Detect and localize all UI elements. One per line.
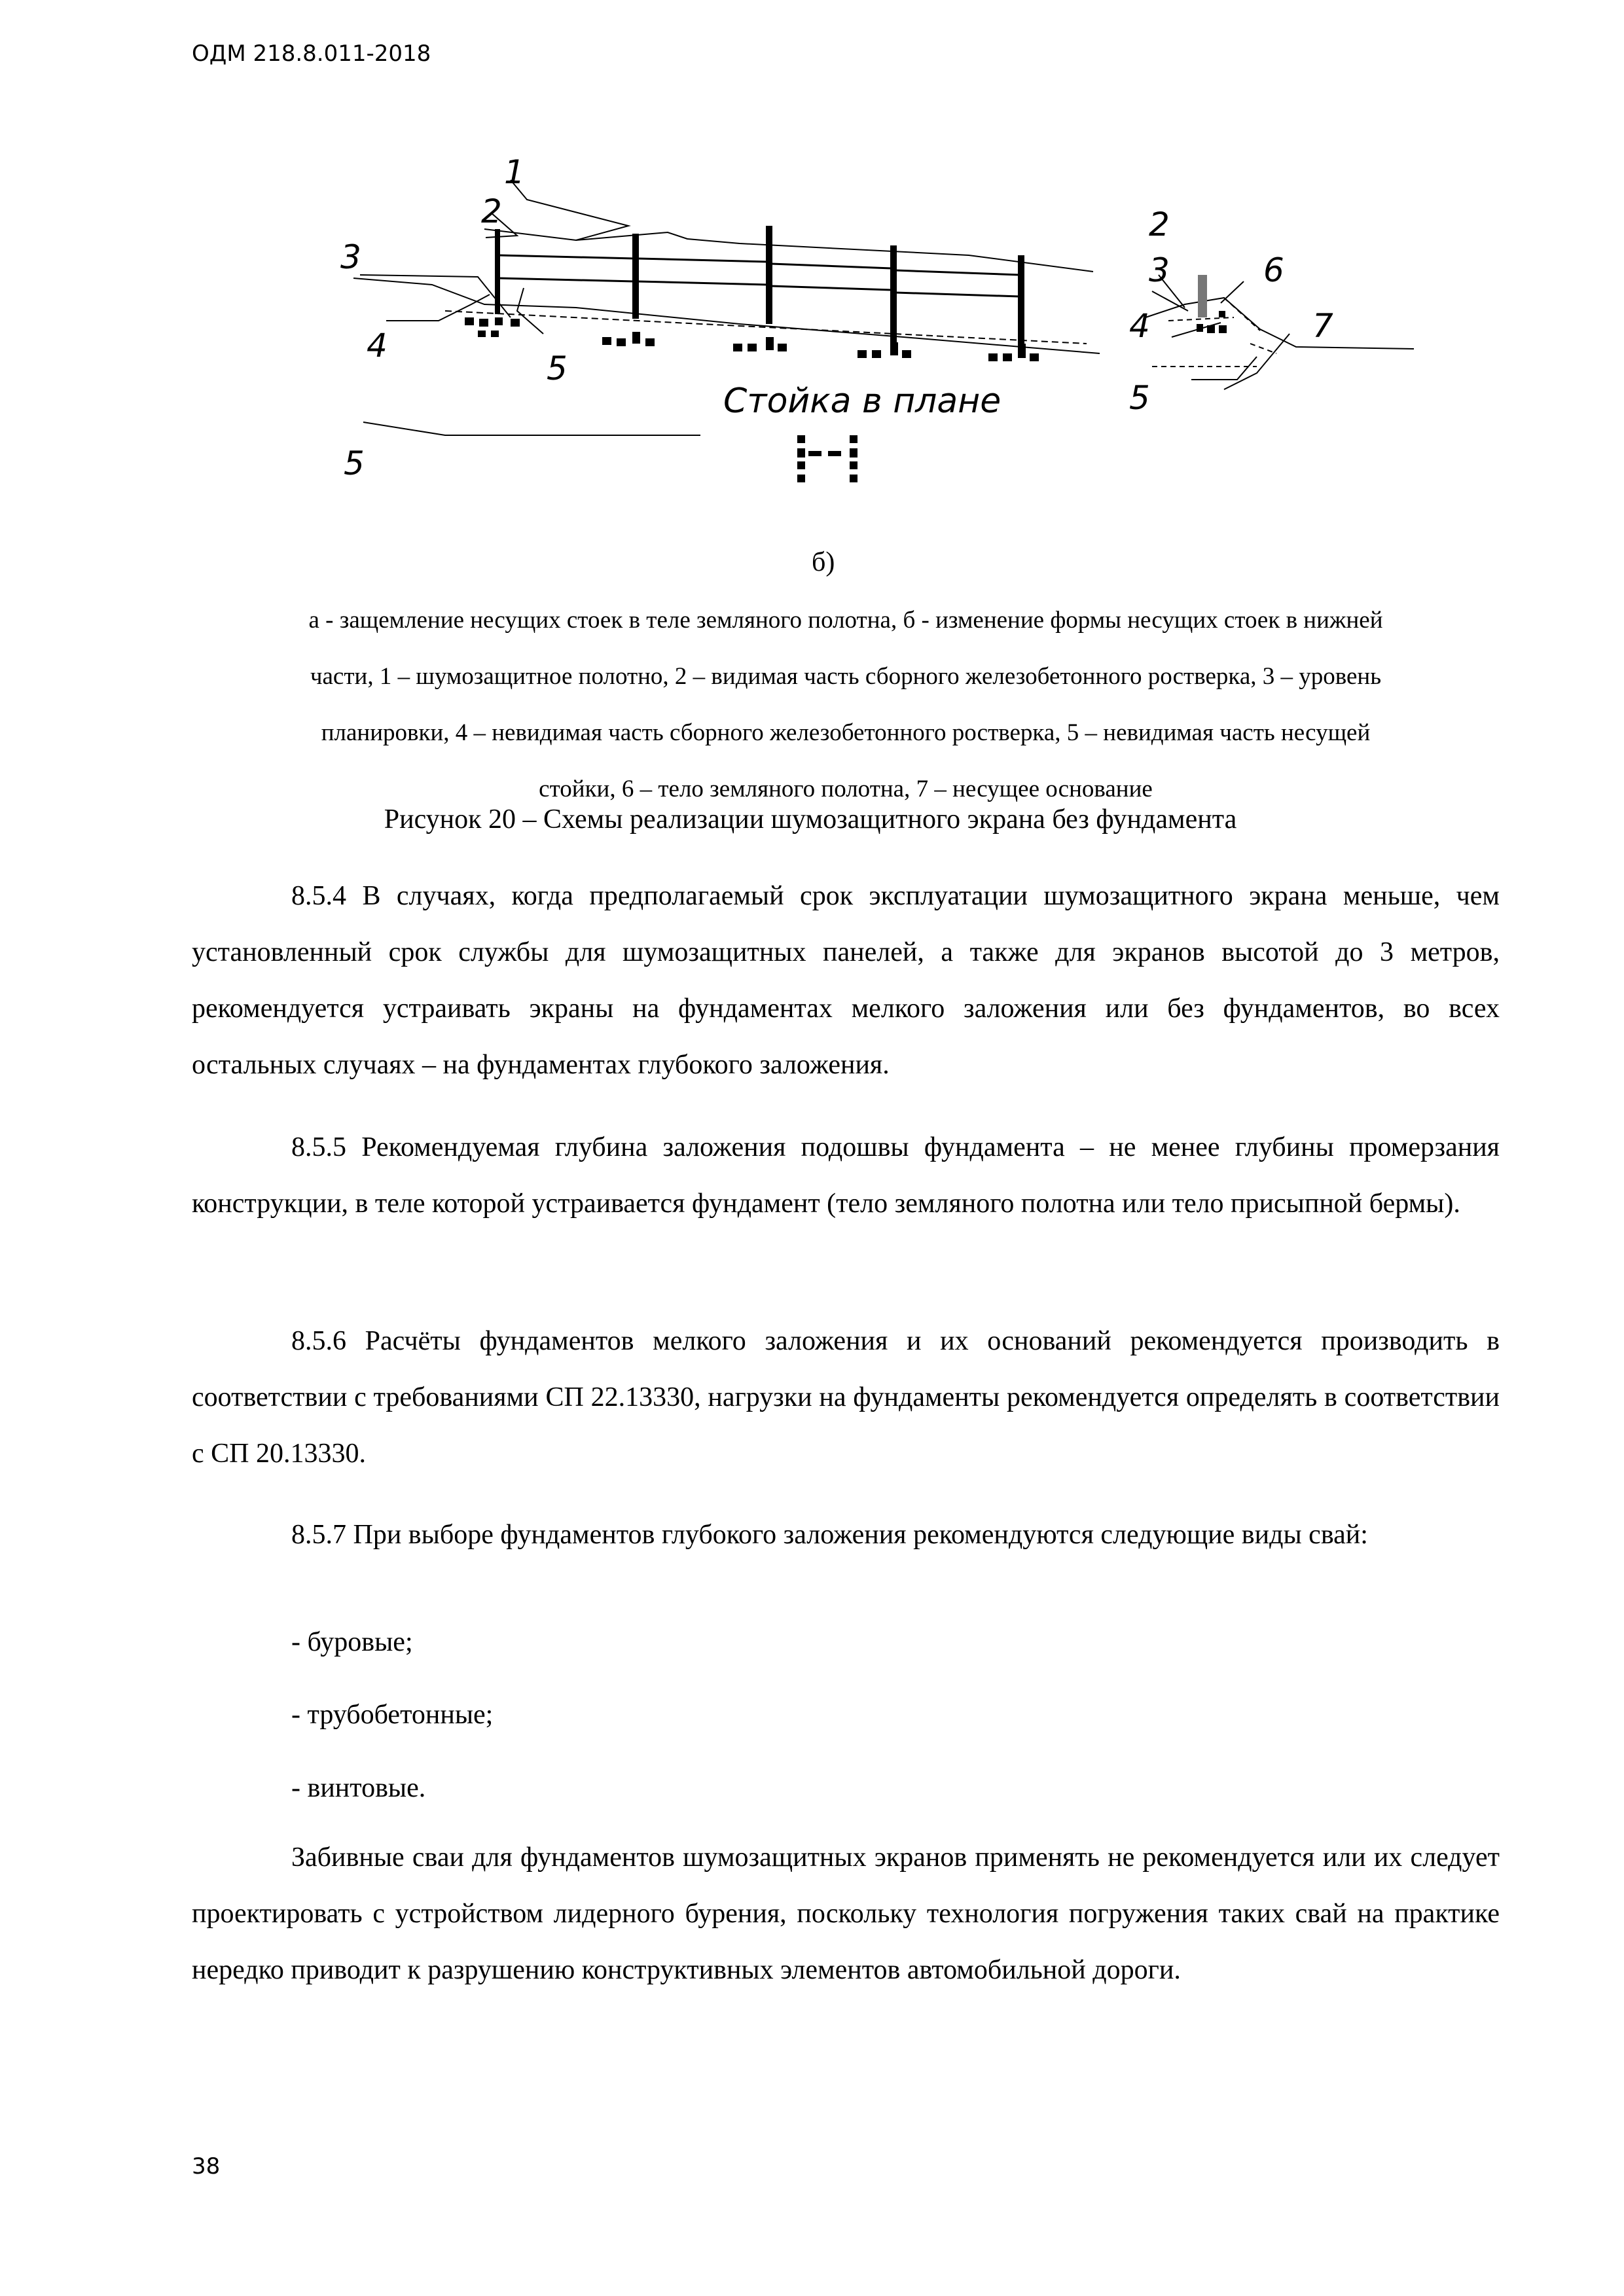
noise-barrier-scheme-figure <box>314 121 1427 514</box>
callout-1: 1 <box>504 153 525 191</box>
list-item: - буровые; <box>291 1627 413 1657</box>
post-3 <box>766 226 772 324</box>
right-callout-5: 5 <box>1129 379 1150 417</box>
paragraph-driven-piles: Забивные сваи для фундаментов шумозащитных экранов применять не рекомендуется или их следует проектировать с устройством лидерного бурения, поскольку технология погружения таких свай на практике нередко приводит к разрушению конструктивных элементов автомобильной дороги. <box>192 1842 1500 1985</box>
figure-title: Рисунок 20 – Схемы реализации шумозащитного экрана без фундамента <box>384 804 1237 834</box>
document-code-header: ОДМ 218.8.011-2018 <box>192 41 431 67</box>
callout-5: 5 <box>547 350 568 387</box>
list-item: - винтовые. <box>291 1773 426 1803</box>
right-callout-2: 2 <box>1149 206 1170 243</box>
post-5 <box>1018 255 1024 344</box>
right-callout-6: 6 <box>1263 251 1284 289</box>
post-4 <box>890 245 897 344</box>
post-1 <box>495 229 500 314</box>
list-item: - трубобетонные; <box>291 1700 494 1730</box>
right-callout-3: 3 <box>1149 251 1170 289</box>
legend-line: планировки, 4 – невидимая часть сборного железобетонного ростверка, 5 – невидимая часть несущей <box>321 719 1371 746</box>
page-number: 38 <box>192 2153 221 2179</box>
paragraph-8-5-6: 8.5.6 Расчёты фундаментов мелкого заложения и их оснований рекомендуется производить в соответствии с требованиями СП 22.13330, нагрузки на фундаменты рекомендуется определять в соответствии с СП 20.13330. <box>192 1326 1500 1469</box>
paragraph-8-5-7: 8.5.7 При выборе фундаментов глубокого заложения рекомендуются следующие виды свай: <box>291 1520 1368 1550</box>
visible-grillage-post <box>1198 275 1207 317</box>
figure-legend <box>192 592 1500 817</box>
legend-line: части, 1 – шумозащитное полотно, 2 – видимая часть сборного железобетонного ростверка, 3 – уровень <box>310 663 1382 690</box>
post-2 <box>632 234 639 319</box>
callout-3: 3 <box>340 238 361 276</box>
legend-line: стойки, 6 – тело земляного полотна, 7 – несущее основание <box>539 776 1153 802</box>
right-callout-4: 4 <box>1129 307 1150 345</box>
callout-2: 2 <box>481 192 502 230</box>
paragraph-8-5-5: 8.5.5 Рекомендуемая глубина заложения подошвы фундамента – не менее глубины промерзания конструкции, в теле которой устраивается фундамент (тело земляного полотна или тело присыпной бермы). <box>192 1132 1500 1219</box>
paragraph-8-5-4: 8.5.4 В случаях, когда предполагаемый срок эксплуатации шумозащитного экрана меньше, чем установленный срок службы для шумозащитных панелей, а также для экранов высотой до 3 метров, рекомендуется устраивать экраны на фундаментах мелкого заложения или без фундаментов, во всех остальных случаях – на фундаментах глубокого заложения. <box>192 881 1500 1080</box>
ground-line <box>353 278 1100 353</box>
callout-4: 4 <box>367 327 388 365</box>
figure-letter: б) <box>812 547 835 577</box>
stand-plan-view <box>797 435 857 482</box>
footing-blocks <box>465 311 1227 361</box>
embankment-slope <box>1146 298 1414 349</box>
legend-line: а - защемление несущих стоек в теле земляного полотна, б - изменение формы несущих стоек в нижней <box>308 607 1383 634</box>
plan-callout-5: 5 <box>344 444 365 482</box>
right-callout-7: 7 <box>1312 307 1333 345</box>
plan-label: Стойка в плане <box>723 382 1001 421</box>
